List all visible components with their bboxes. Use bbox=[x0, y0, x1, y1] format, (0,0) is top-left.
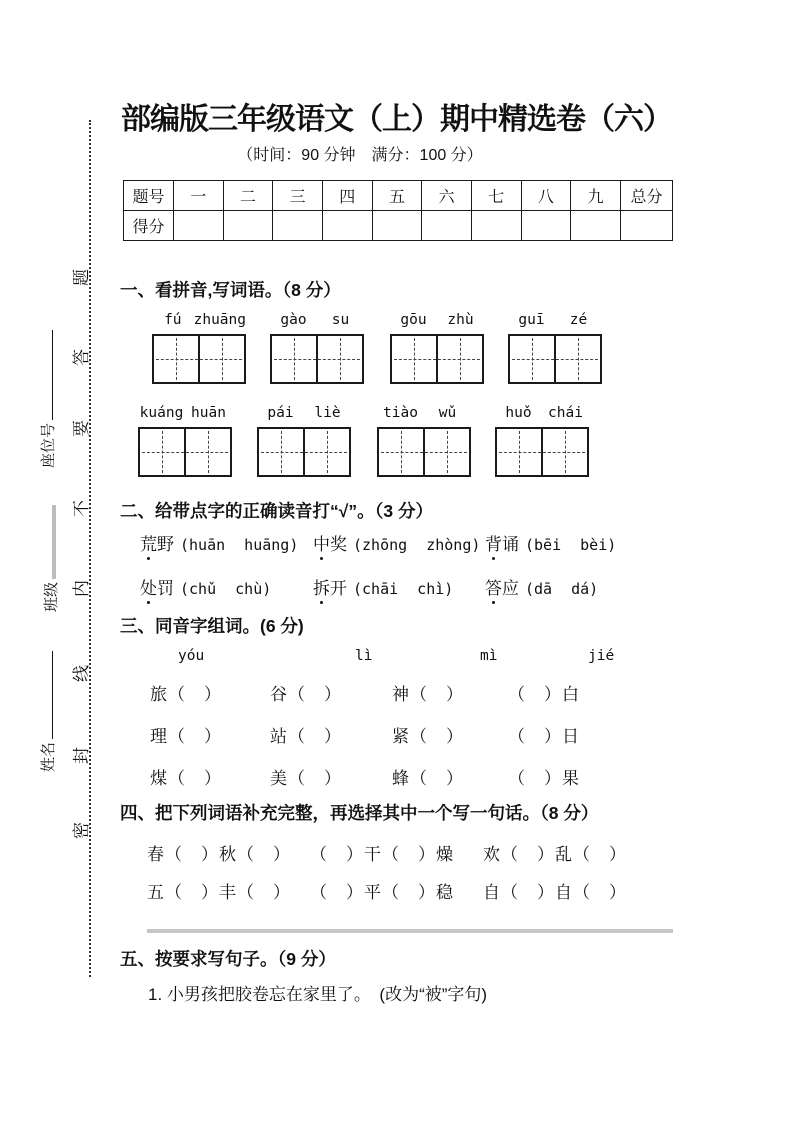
seal-char-mi: 密 bbox=[72, 822, 91, 839]
section-4-heading: 四、把下列词语补充完整，再选择其中一个写一句话。（8 分） bbox=[120, 803, 599, 823]
pronunciation-item: 处罚 (chǔ chù) bbox=[140, 574, 271, 599]
page-title: 部编版三年级语文（上）期中精选卷（六） bbox=[121, 103, 672, 136]
pinyin-label: gōu zhù bbox=[400, 312, 474, 328]
writing-box[interactable] bbox=[152, 334, 246, 384]
pinyin-label: guī zé bbox=[518, 312, 588, 328]
pinyin-word-group bbox=[152, 312, 246, 384]
seat-number-field-line[interactable] bbox=[38, 330, 53, 420]
homophone-pinyin: mì bbox=[480, 648, 498, 664]
homophone-blank[interactable]: 紧（ ） bbox=[392, 727, 464, 746]
pronunciation-item: 背诵 (bēi bèi) bbox=[485, 530, 616, 555]
seat-number-field-label: 座位号 bbox=[40, 422, 57, 468]
exam-time-score-info: （时间：90 分钟 满分：100 分） bbox=[237, 147, 483, 164]
homophone-blank[interactable]: （ ）白 bbox=[508, 685, 580, 704]
class-field-line[interactable] bbox=[38, 505, 56, 579]
writing-box[interactable] bbox=[257, 427, 351, 477]
seal-char-ti: 题 bbox=[72, 269, 91, 286]
pinyin-label: tiào wǔ bbox=[383, 405, 457, 421]
seal-char-da: 答 bbox=[72, 349, 91, 366]
writing-box[interactable] bbox=[508, 334, 602, 384]
question-number-label: 题号 bbox=[124, 181, 174, 211]
homophone-pinyin: lì bbox=[355, 648, 373, 664]
col-2: 二 bbox=[223, 181, 273, 211]
pinyin-word-group bbox=[377, 405, 471, 477]
col-4: 四 bbox=[322, 181, 372, 211]
homophone-pinyin: yóu bbox=[178, 648, 205, 664]
seal-char-nei: 内 bbox=[72, 580, 91, 597]
writing-box[interactable] bbox=[270, 334, 364, 384]
homophone-blank[interactable]: 蜂（ ） bbox=[392, 769, 464, 788]
section-1-heading: 一、看拼音,写词语。（8 分） bbox=[120, 280, 341, 300]
homophone-blank[interactable]: （ ）果 bbox=[508, 769, 580, 788]
pinyin-word-group bbox=[495, 405, 589, 477]
pronunciation-item: 中奖 (zhōng zhòng) bbox=[313, 530, 480, 555]
pronunciation-item: 答应 (dā dá) bbox=[485, 574, 598, 599]
score-label: 得分 bbox=[124, 211, 174, 241]
homophone-blank[interactable]: 理（ ） bbox=[150, 727, 222, 746]
idiom-completion-blank[interactable]: （ ）干（ ）燥 bbox=[310, 845, 454, 864]
sentence-rewrite-item bbox=[148, 980, 487, 1005]
rewrite-instruction: (改为“被”字句) bbox=[379, 985, 488, 1004]
class-field bbox=[38, 505, 62, 612]
homophone-blank[interactable]: 谷（ ） bbox=[270, 685, 342, 704]
name-field-label: 姓名 bbox=[40, 741, 57, 772]
writing-box[interactable] bbox=[390, 334, 484, 384]
idiom-completion-blank[interactable]: 春（ ）秋（ ） bbox=[147, 845, 291, 864]
idiom-completion-blank[interactable]: 五（ ）丰（ ） bbox=[147, 883, 291, 902]
homophone-blank[interactable]: 神（ ） bbox=[392, 685, 464, 704]
seal-char-bu: 不 bbox=[72, 500, 91, 517]
seat-number-field bbox=[38, 330, 59, 468]
name-field bbox=[38, 651, 59, 772]
col-8: 八 bbox=[521, 181, 571, 211]
section-divider-line bbox=[147, 929, 673, 933]
class-field-label: 班级 bbox=[43, 581, 60, 612]
pinyin-word-group bbox=[508, 312, 602, 384]
col-9: 九 bbox=[571, 181, 621, 211]
pinyin-label: pái liè bbox=[267, 405, 341, 421]
col-3: 三 bbox=[273, 181, 323, 211]
writing-box[interactable] bbox=[377, 427, 471, 477]
pinyin-label: kuáng huān bbox=[139, 405, 226, 421]
homophone-blank[interactable]: 站（ ） bbox=[270, 727, 342, 746]
exam-body bbox=[120, 0, 700, 1122]
pinyin-word-group bbox=[270, 312, 364, 384]
idiom-completion-blank[interactable]: 自（ ）自（ ） bbox=[483, 883, 627, 902]
pinyin-word-group bbox=[138, 405, 232, 477]
homophone-blank[interactable]: 美（ ） bbox=[270, 769, 342, 788]
writing-box[interactable] bbox=[495, 427, 589, 477]
seal-char-xian: 线 bbox=[72, 665, 91, 682]
pronunciation-item: 拆开 (chāi chì) bbox=[313, 574, 453, 599]
homophone-blank[interactable]: （ ）日 bbox=[508, 727, 580, 746]
sentence-text: 1. 小男孩把胶卷忘在家里了。 bbox=[148, 985, 363, 1004]
col-5: 五 bbox=[372, 181, 422, 211]
idiom-completion-blank[interactable]: （ ）平（ ）稳 bbox=[310, 883, 454, 902]
homophone-pinyin: jié bbox=[588, 648, 615, 664]
section-3-heading: 三、同音字组词。(6 分) bbox=[120, 616, 304, 636]
pinyin-word-group bbox=[257, 405, 351, 477]
homophone-blank[interactable]: 旅（ ） bbox=[150, 685, 222, 704]
col-6: 六 bbox=[422, 181, 472, 211]
section-2-heading: 二、给带点字的正确读音打“√”。（3 分） bbox=[120, 501, 433, 521]
pinyin-label: gào su bbox=[280, 312, 350, 328]
writing-box[interactable] bbox=[138, 427, 232, 477]
col-7: 七 bbox=[471, 181, 521, 211]
idiom-completion-blank[interactable]: 欢（ ）乱（ ） bbox=[483, 845, 627, 864]
seal-char-feng: 封 bbox=[72, 747, 91, 764]
pinyin-label: fú zhuāng bbox=[164, 312, 246, 328]
seal-char-yao: 要 bbox=[72, 420, 91, 437]
name-field-line[interactable] bbox=[38, 651, 53, 739]
pinyin-label: huǒ chái bbox=[505, 405, 583, 421]
col-1: 一 bbox=[174, 181, 224, 211]
col-total: 总分 bbox=[621, 181, 673, 211]
homophone-blank[interactable]: 煤（ ） bbox=[150, 769, 222, 788]
pronunciation-item: 荒野 (huān huāng) bbox=[140, 530, 298, 555]
pinyin-word-group bbox=[390, 312, 484, 384]
seal-margin bbox=[28, 117, 94, 977]
section-5-heading: 五、按要求写句子。（9 分） bbox=[120, 949, 336, 969]
